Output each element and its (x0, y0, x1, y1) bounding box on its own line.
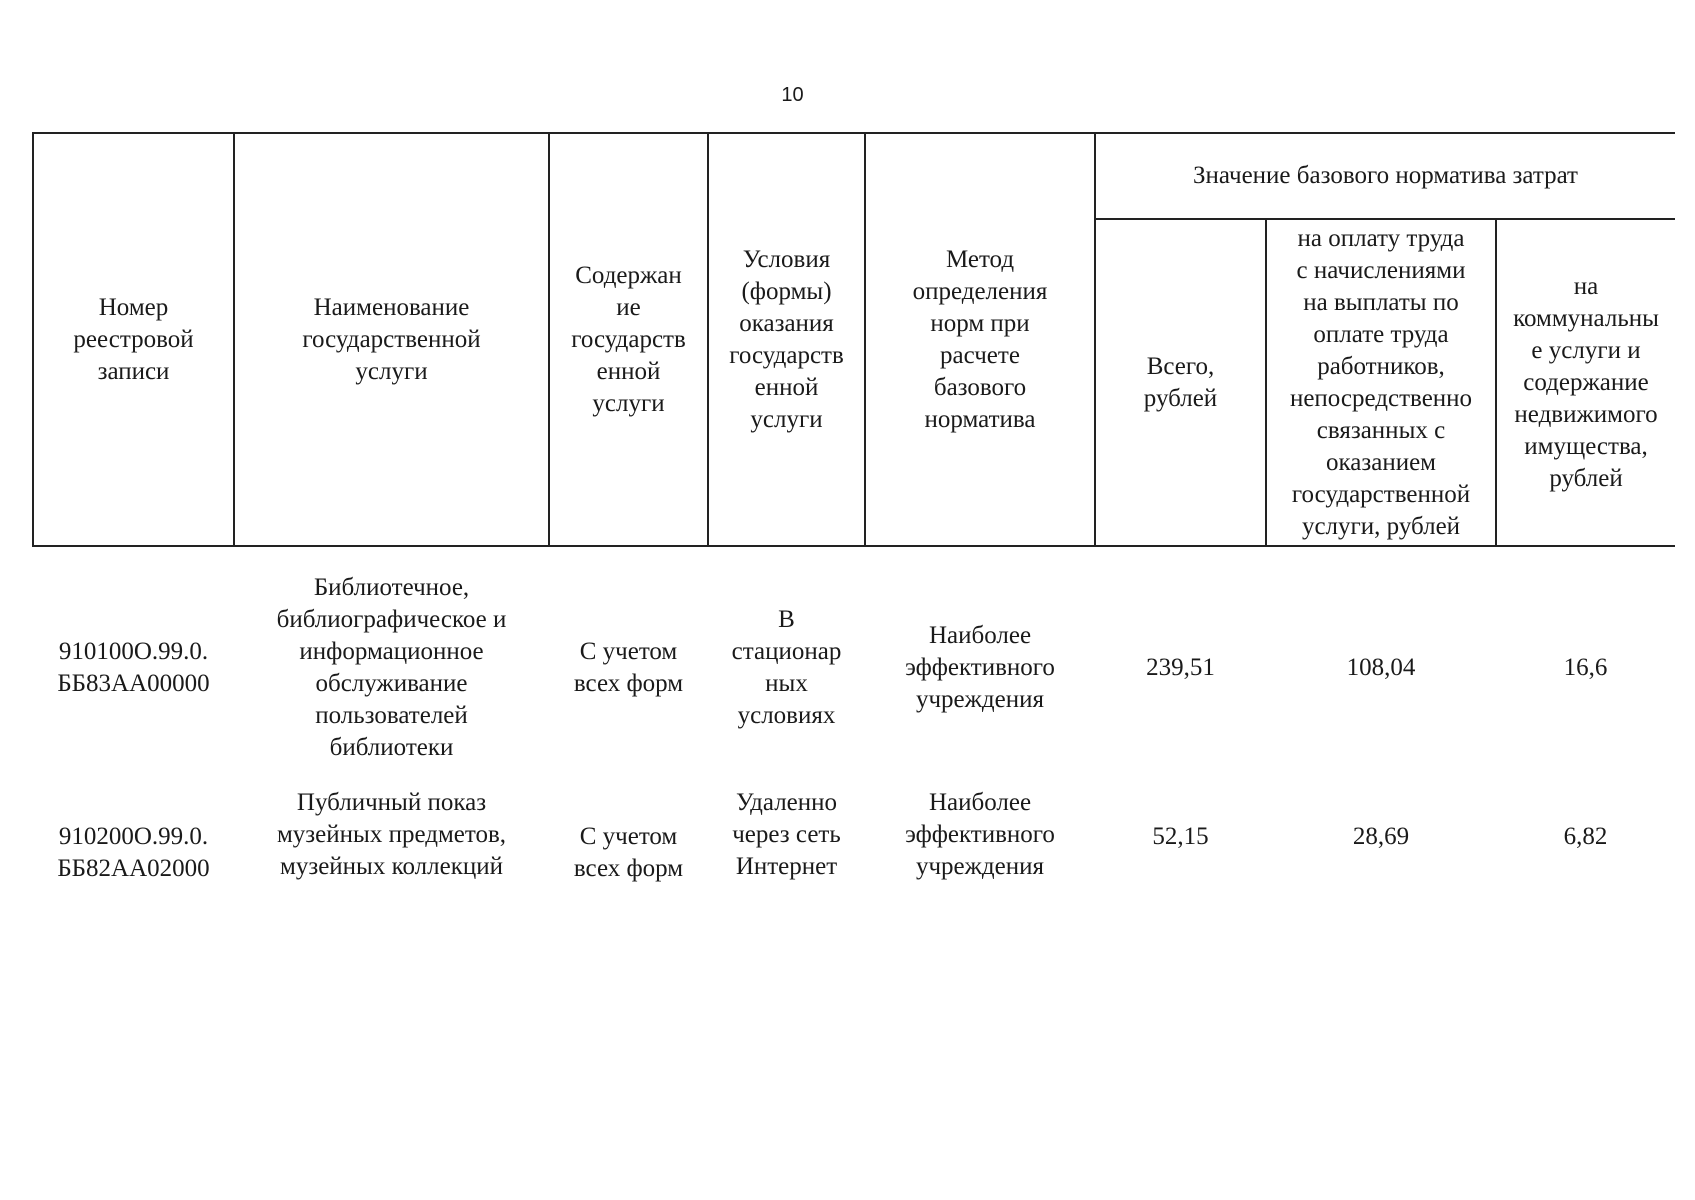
cell-labor: 108,04 (1346, 654, 1416, 681)
cell-total: 52,15 (1152, 823, 1209, 850)
cell-service-name: Библиотечное, библиографическое и информационное обслуживание пользователей библиотеки (276, 574, 507, 761)
cell-service-name: Публичный показ музейных предметов, музейных коллекций (276, 789, 507, 880)
page-number: 10 (781, 84, 804, 106)
header-total: Всего, рублей (1095, 219, 1266, 546)
cell-utilities: 6,82 (1563, 823, 1608, 850)
cell-labor: 28,69 (1352, 823, 1410, 850)
header-service-name: Наименование государственной услуги (234, 133, 549, 546)
header-utilities: на коммунальны е услуги и содержание недвижимого имущества, рублей (1496, 219, 1675, 546)
header-service-content: Содержан ие государств енной услуги (549, 133, 708, 546)
cell-conditions: Удаленно через сеть Интернет (732, 789, 841, 880)
header-base-norm-group: Значение базового норматива затрат (1095, 133, 1675, 219)
cell-service-content: С учетом всех форм (573, 638, 684, 697)
cell-utilities: 16,6 (1563, 654, 1608, 681)
base-cost-norms-table (32, 132, 1675, 981)
cell-method: Наиболее эффективного учреждения (905, 789, 1055, 880)
cell-service-content: С учетом всех форм (573, 823, 684, 882)
cell-total: 239,51 (1146, 654, 1215, 681)
table-row (33, 546, 1675, 779)
cell-method: Наиболее эффективного учреждения (905, 622, 1055, 713)
header-labor: на оплату труда с начислениями на выплаты по оплате труда работников, непосредственно связанных с оказанием государственной услуги, рублей (1266, 219, 1496, 546)
table-row (33, 779, 1675, 981)
cell-conditions: В стационар ных условиях (731, 606, 842, 729)
cell-registry-number: 910100О.99.0. ББ83АА00000 (57, 638, 210, 697)
header-conditions: Условия (формы) оказания государств енной услуги (708, 133, 865, 546)
header-method: Метод определения норм при расчете базового норматива (865, 133, 1095, 546)
cell-registry-number: 910200О.99.0. ББ82АА02000 (57, 823, 210, 882)
header-registry-number: Номер реестровой записи (33, 133, 234, 546)
